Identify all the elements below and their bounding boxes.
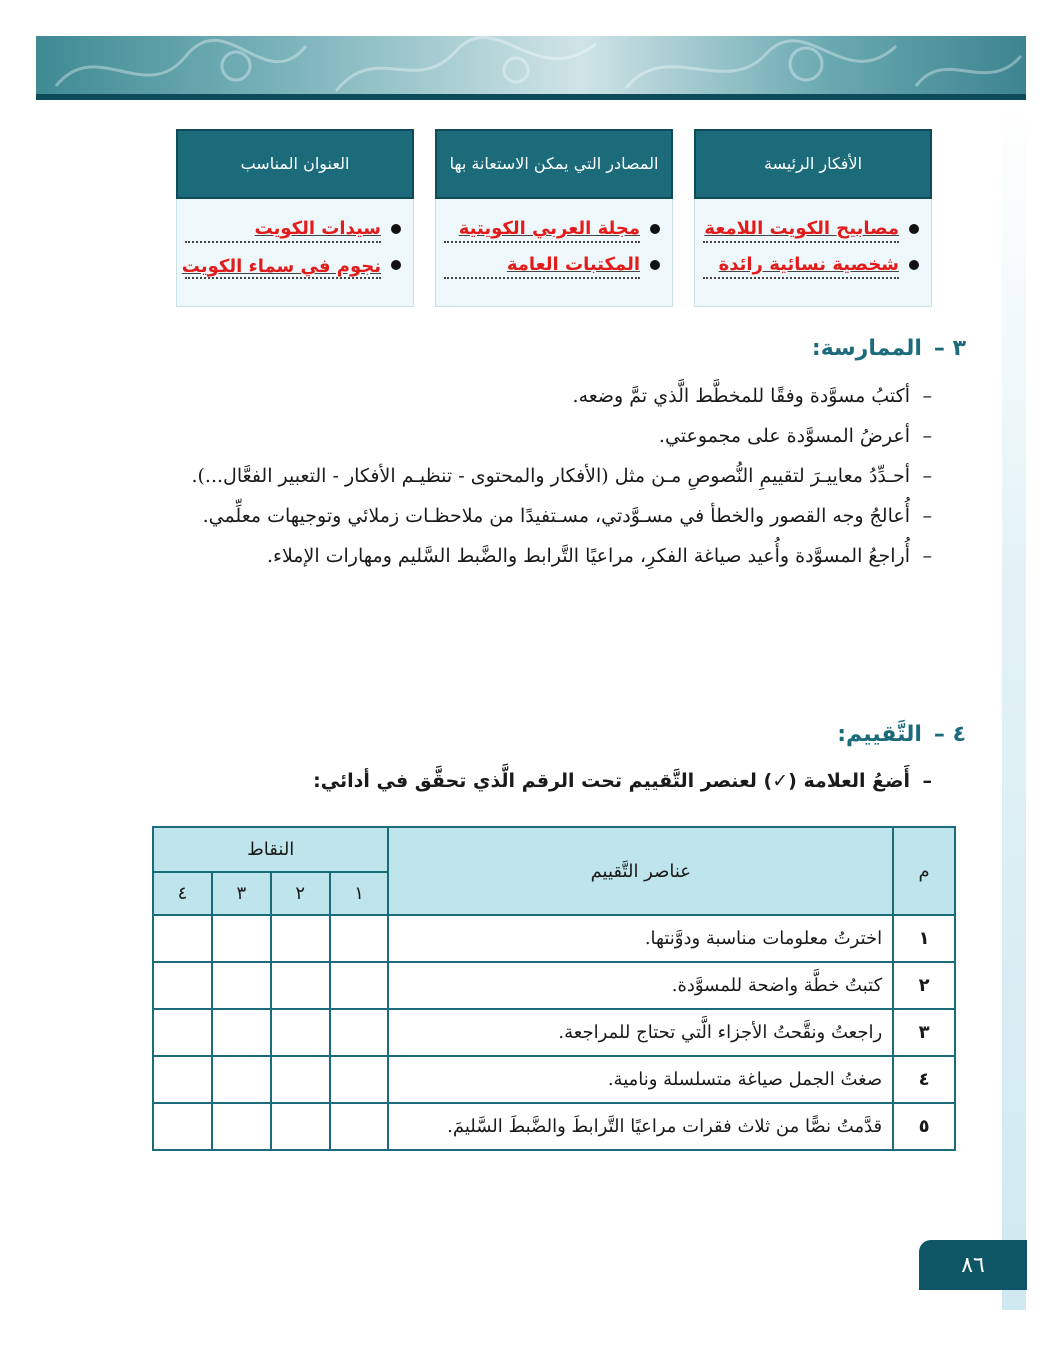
check-cell[interactable] — [330, 962, 389, 1009]
check-cell[interactable] — [330, 1056, 389, 1103]
plan-item: شخصية نسائية رائدة — [703, 247, 919, 283]
plan-item: مجلة العربي الكويتية — [444, 211, 660, 247]
plan-header: الأفكار الرئيسة — [694, 129, 932, 199]
table-row: ٢ كتبتُ خطَّة واضحة للمسوَّدة. — [153, 962, 955, 1009]
evaluation-heading: ٤ – التَّقييم: — [837, 722, 966, 747]
evaluation-table — [152, 826, 956, 1151]
plan-column-ideas — [694, 129, 932, 307]
check-cell[interactable] — [271, 1056, 330, 1103]
list-item: – أكتبُ مسوَّدة وفقًا للمخطَّط الَّذي تمَّ وضعه. — [572, 385, 932, 407]
check-cell[interactable] — [212, 962, 271, 1009]
plan-header: العنوان المناسب — [176, 129, 414, 199]
header-banner — [36, 36, 1026, 100]
list-item: – أُراجعُ المسوَّدة وأُعيد صياغة الفكرِ، مراعيًا التَّرابط والضَّبط السَّليم ومهارات الإملاء. — [267, 545, 932, 567]
check-cell[interactable] — [330, 915, 389, 962]
check-cell[interactable] — [330, 1009, 389, 1056]
header-divider — [36, 94, 1026, 100]
list-item: – أُعالجُ وجه القصور والخطأ في مسـوَّدتي، مسـتفيدًا من ملاحظـات زملائي وتوجيهات معلِّمي. — [202, 505, 932, 527]
bullet-icon — [909, 260, 919, 270]
check-cell[interactable] — [153, 1009, 212, 1056]
plan-item: نجوم في سماء الكويت — [185, 247, 401, 283]
list-item: – أعرضُ المسوَّدة على مجموعتي. — [658, 425, 932, 447]
column-header-items: عناصر التَّقييم — [388, 827, 893, 915]
check-cell[interactable] — [212, 1056, 271, 1103]
table-row: ٣ راجعتُ ونقَّحتُ الأجزاء الَّتي تحتاج للمراجعة. — [153, 1009, 955, 1056]
check-cell[interactable] — [153, 915, 212, 962]
check-cell[interactable] — [212, 1009, 271, 1056]
check-cell[interactable] — [153, 1056, 212, 1103]
plan-item: المكتبات العامة — [444, 247, 660, 283]
plan-column-title — [176, 129, 414, 307]
side-decoration — [1002, 100, 1026, 1310]
check-cell[interactable] — [271, 1009, 330, 1056]
check-cell[interactable] — [212, 915, 271, 962]
table-row: ٤ صغتُ الجمل صياغة متسلسلة ونامية. — [153, 1056, 955, 1103]
bullet-icon — [650, 260, 660, 270]
plan-header: المصادر التي يمكن الاستعانة بها — [435, 129, 673, 199]
practice-list — [142, 376, 932, 576]
table-row: ٥ قدَّمتُ نصًّا من ثلاث فقرات مراعيًا التَّرابطَ والضَّبطَ السَّليمَ. — [153, 1103, 955, 1150]
check-cell[interactable] — [153, 962, 212, 1009]
evaluation-instruction: – أَضعُ العلامة (✓) لعنصر التَّقييم تحت الرقم الَّذي تحقَّق في أدائي: — [313, 770, 932, 792]
check-cell[interactable] — [153, 1103, 212, 1150]
plan-item: سيدات الكويت — [185, 211, 401, 247]
point-header: ٣ — [212, 872, 271, 915]
table-row: ١ اخترتُ معلومات مناسبة ودوَّنتها. — [153, 915, 955, 962]
point-header: ٤ — [153, 872, 212, 915]
check-cell[interactable] — [271, 962, 330, 1009]
bullet-icon — [909, 224, 919, 234]
column-header-m: م — [893, 827, 955, 915]
list-item: – أحـدِّدُ معاييـرَ لتقييمِ النُّصوصِ مـن مثل (الأفكار والمحتوى - تنظيـم الأفكار - التعبير الفعَّال...). — [191, 465, 932, 487]
check-cell[interactable] — [330, 1103, 389, 1150]
point-header: ٢ — [271, 872, 330, 915]
practice-heading: ٣ – الممارسة: — [811, 336, 966, 361]
plan-column-sources — [435, 129, 673, 307]
bullet-icon — [391, 224, 401, 234]
check-cell[interactable] — [212, 1103, 271, 1150]
bullet-icon — [650, 224, 660, 234]
check-cell[interactable] — [271, 1103, 330, 1150]
calligraphy-pattern — [36, 36, 1026, 100]
column-header-points: النقاط — [153, 827, 388, 872]
plan-item: مصابيح الكويت اللامعة — [703, 211, 919, 247]
bullet-icon — [391, 260, 401, 270]
point-header: ١ — [330, 872, 389, 915]
page-number: ٨٦ — [919, 1240, 1027, 1290]
check-cell[interactable] — [271, 915, 330, 962]
